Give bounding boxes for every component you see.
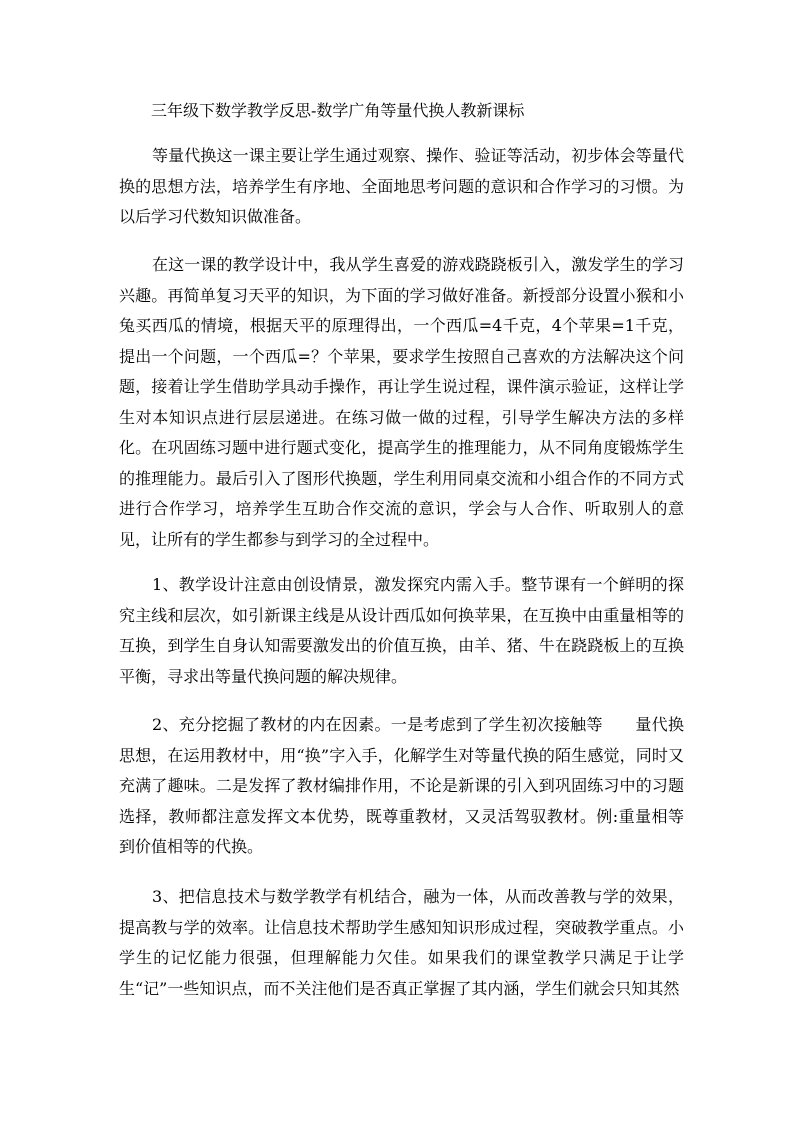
paragraph-point-1: 1、教学设计注意由创设情景，激发探究内需入手。整节课有一个鲜明的探究主线和层次，如引新课主线是从设计西瓜如何换苹果，在互换中由重量相等的互换，到学生自身认知需要激发出的价值互换，由羊、猪、牛在跷跷板上的互换平衡，寻求出等量代换问题的解决规律。 — [119, 575, 684, 686]
paragraph-design: 在这一课的教学设计中，我从学生喜爱的游戏跷跷板引入，激发学生的学习兴趣。再简单复习天平的知识，为下面的学习做好准备。新授部分设置小猴和小兔买西瓜的情境，根据天平的原理得出，一个西瓜=4千克，4个苹果=1千克，提出一个问题，一个西瓜=？个苹果，要求学生按照自己喜欢的方法解决这个问题，接着让学生借助学具动手操作，再让学生说过程，课件演示验证，这样让学生对本知识点进行层层递进。在练习做一做的过程，引导学生解决方法的多样化。在巩固练习题中进行题式变化，提高学生的推理能力，从不同角度锻炼学生的推理能力。最后引入了图形代换题，学生利用同桌交流和小组合作的不同方式进行合作学习，培养学生互助合作交流的意识，学会与人合作、听取别人的意见，让所有的学生都参与到学习的全过程中。 — [119, 255, 684, 549]
paragraph-intro: 等量代换这一课主要让学生通过观察、操作、验证等活动，初步体会等量代换的思想方法，培养学生有序地、全面地思考问题的意识和合作学习的习惯。为以后学习代数知识做准备。 — [119, 146, 684, 226]
paragraph-point-3: 3、把信息技术与数学教学有机结合，融为一体，从而改善教与学的效果，提高教与学的效率。让信息技术帮助学生感知知识形成过程，突破教学重点。小学生的记忆能力很强，但理解能力欠佳。如果我们的课堂教学只满足于让学生“记”一些知识点，而不关注他们是否真正掌握了其内涵，学生们就会只知其然 — [119, 887, 684, 998]
paragraph-point-2: 2、充分挖掘了教材的内在因素。一是考虑到了学生初次接触等 量代换思想，在运用教材中，用“换”字入手，化解学生对等量代换的陌生感觉，同时又充满了趣味。二是发挥了教材编排作用，不论是新课的引入到巩固练习中的习题选择，教师都注意发挥文本优势，既尊重教材，又灵活驾驭教材。例:重量相等到价值相等的代换。 — [119, 715, 684, 856]
document-title: 三年级下数学教学反思-数学广角等量代换人教新课标 — [151, 101, 525, 120]
